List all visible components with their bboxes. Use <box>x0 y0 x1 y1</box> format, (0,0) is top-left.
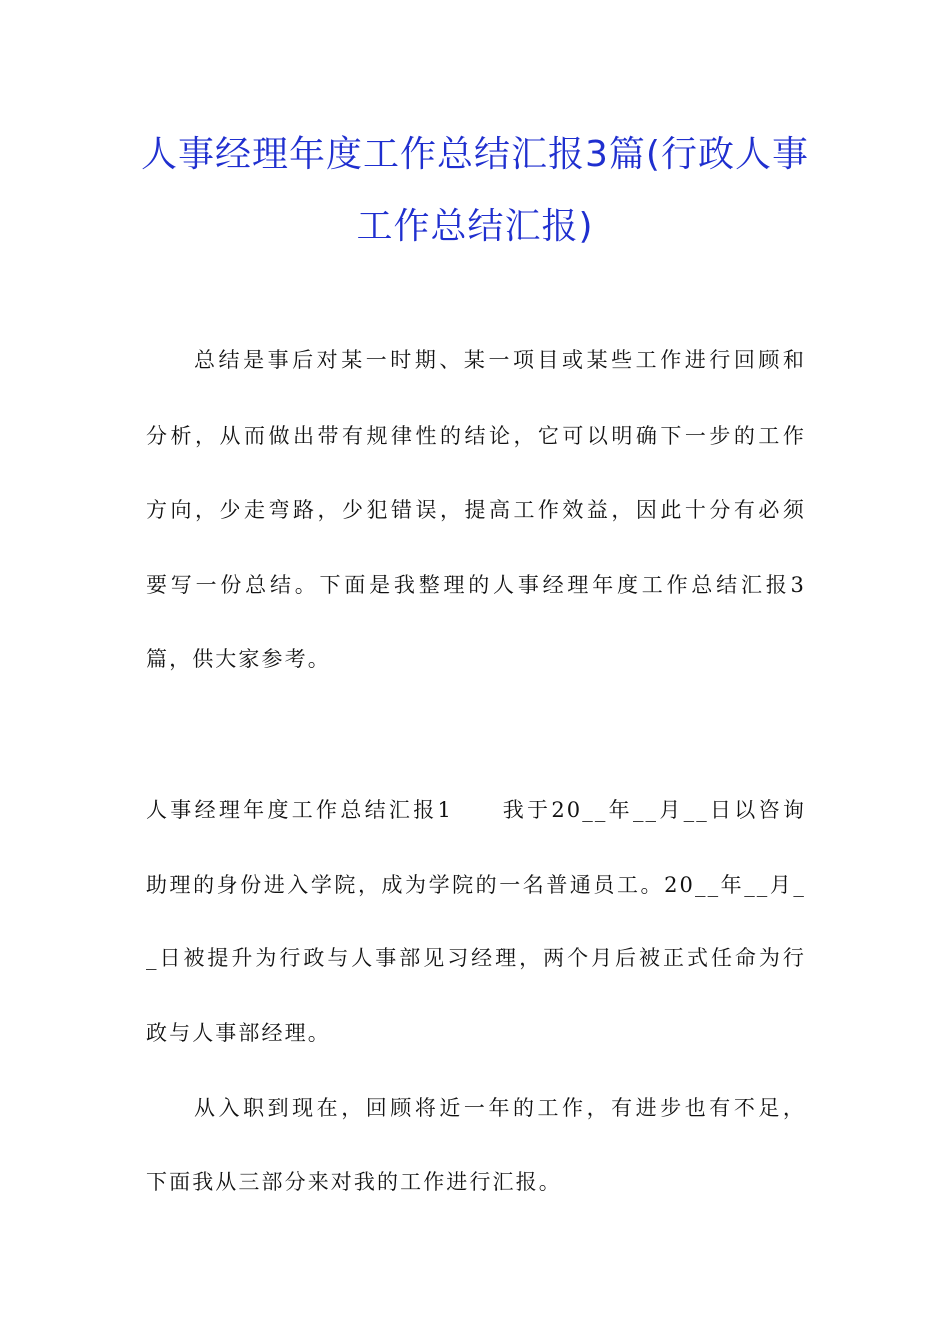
section1-line-2: 助理的身份进入学院，成为学院的一名普通员工。20__年__月_ <box>146 873 806 897</box>
para2-line-1: 从入职到现在，回顾将近一年的工作，有进步也有不足， <box>194 1096 806 1120</box>
intro-line-4: 要写一份总结。下面是我整理的人事经理年度工作总结汇报3 <box>146 573 806 597</box>
para2-line-2: 下面我从三部分来对我的工作进行汇报。 <box>146 1170 562 1194</box>
document-title-line-1: 人事经理年度工作总结汇报3篇(行政人事 <box>141 134 809 175</box>
intro-line-2: 分析，从而做出带有规律性的结论，它可以明确下一步的工作 <box>146 424 806 448</box>
section1-line-4: 政与人事部经理。 <box>146 1021 331 1045</box>
intro-line-5: 篇，供大家参考。 <box>146 647 331 671</box>
section1-line-1: 人事经理年度工作总结汇报1 我于20__年__月__日以咨询 <box>146 798 806 822</box>
section1-line-3: _日被提升为行政与人事部见习经理，两个月后被正式任命为行 <box>146 946 806 970</box>
intro-line-1: 总结是事后对某一时期、某一项目或某些工作进行回顾和 <box>194 348 806 372</box>
intro-line-3: 方向，少走弯路，少犯错误，提高工作效益，因此十分有必须 <box>146 498 806 522</box>
document-title-line-2: 工作总结汇报) <box>356 206 594 247</box>
